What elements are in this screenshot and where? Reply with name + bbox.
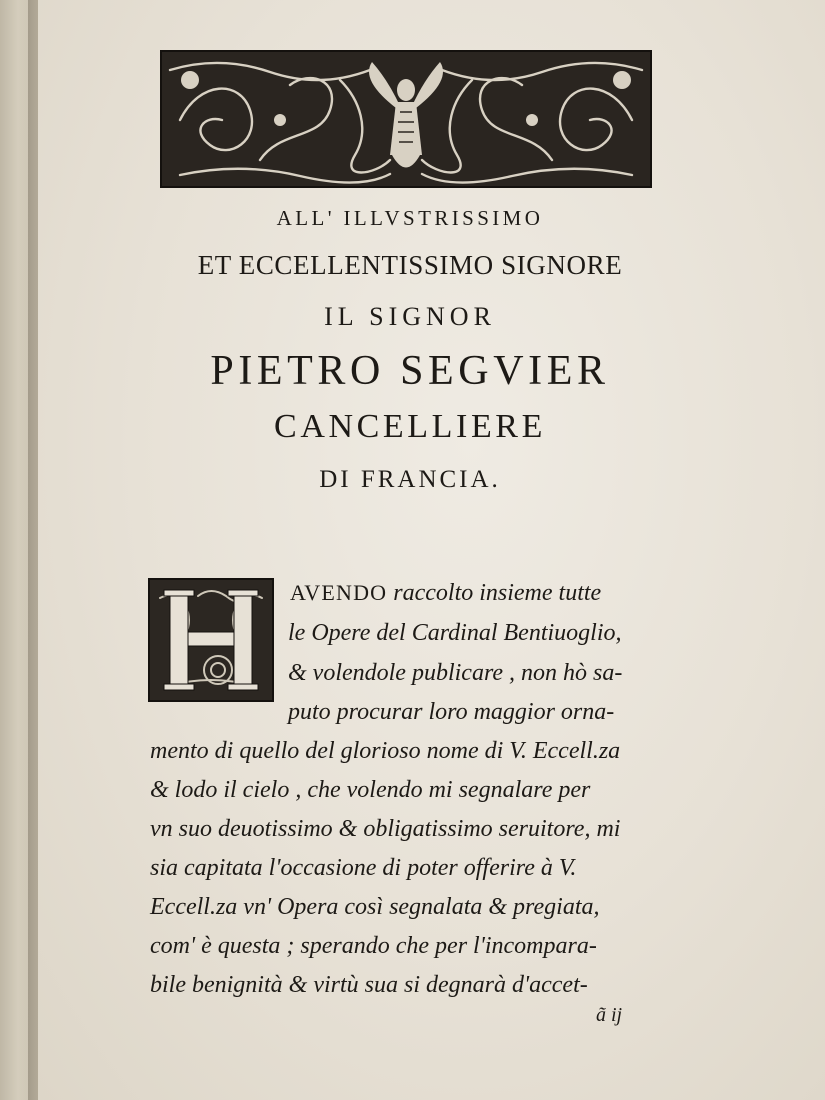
text-line-10: com' è questa ; sperando che per l'incompara- bbox=[150, 933, 597, 959]
text-line-9: Eccell.za vn' Opera così segnalata & pregiata, bbox=[150, 894, 600, 920]
text-line-8: sia capitata l'occasione di poter offerire à V. bbox=[150, 855, 577, 881]
heading-line-4: PIETRO SEGVIER bbox=[210, 348, 610, 394]
text-line-3: & volendole publicare , non hò sa- bbox=[288, 660, 623, 686]
first-word: AVENDO bbox=[290, 580, 388, 605]
text-line-11: bile benignità & virtù sua si degnarà d'accet- bbox=[150, 972, 588, 998]
heading-line-6: DI FRANCIA. bbox=[319, 466, 501, 493]
ornamental-initial-h-icon bbox=[148, 578, 274, 702]
text-line-7: vn suo deuotissimo & obligatissimo seruitore, mi bbox=[150, 816, 621, 842]
text-line-4: puto procurar loro maggior orna- bbox=[288, 699, 615, 725]
text-line-6: & lodo il cielo , che volendo mi segnalare per bbox=[150, 777, 591, 803]
heading-line-3: IL SIGNOR bbox=[324, 302, 496, 331]
signature-mark: ã ij bbox=[596, 1004, 623, 1026]
text-line-2: le Opere del Cardinal Bentiuoglio, bbox=[288, 620, 622, 646]
text-line-1 bbox=[290, 578, 601, 608]
ornamental-headpiece-icon bbox=[160, 50, 652, 188]
line-1-rest: raccolto insieme tutte bbox=[393, 580, 602, 606]
text-line-5: mento di quello del glorioso nome di V. Eccell.za bbox=[150, 738, 621, 764]
heading-line-5: CANCELLIERE bbox=[274, 408, 546, 445]
heading-line-2: ET ECCELLENTISSIMO SIGNORE bbox=[197, 250, 623, 280]
heading-line-1: ALL' ILLVSTRISSIMO bbox=[276, 206, 544, 230]
